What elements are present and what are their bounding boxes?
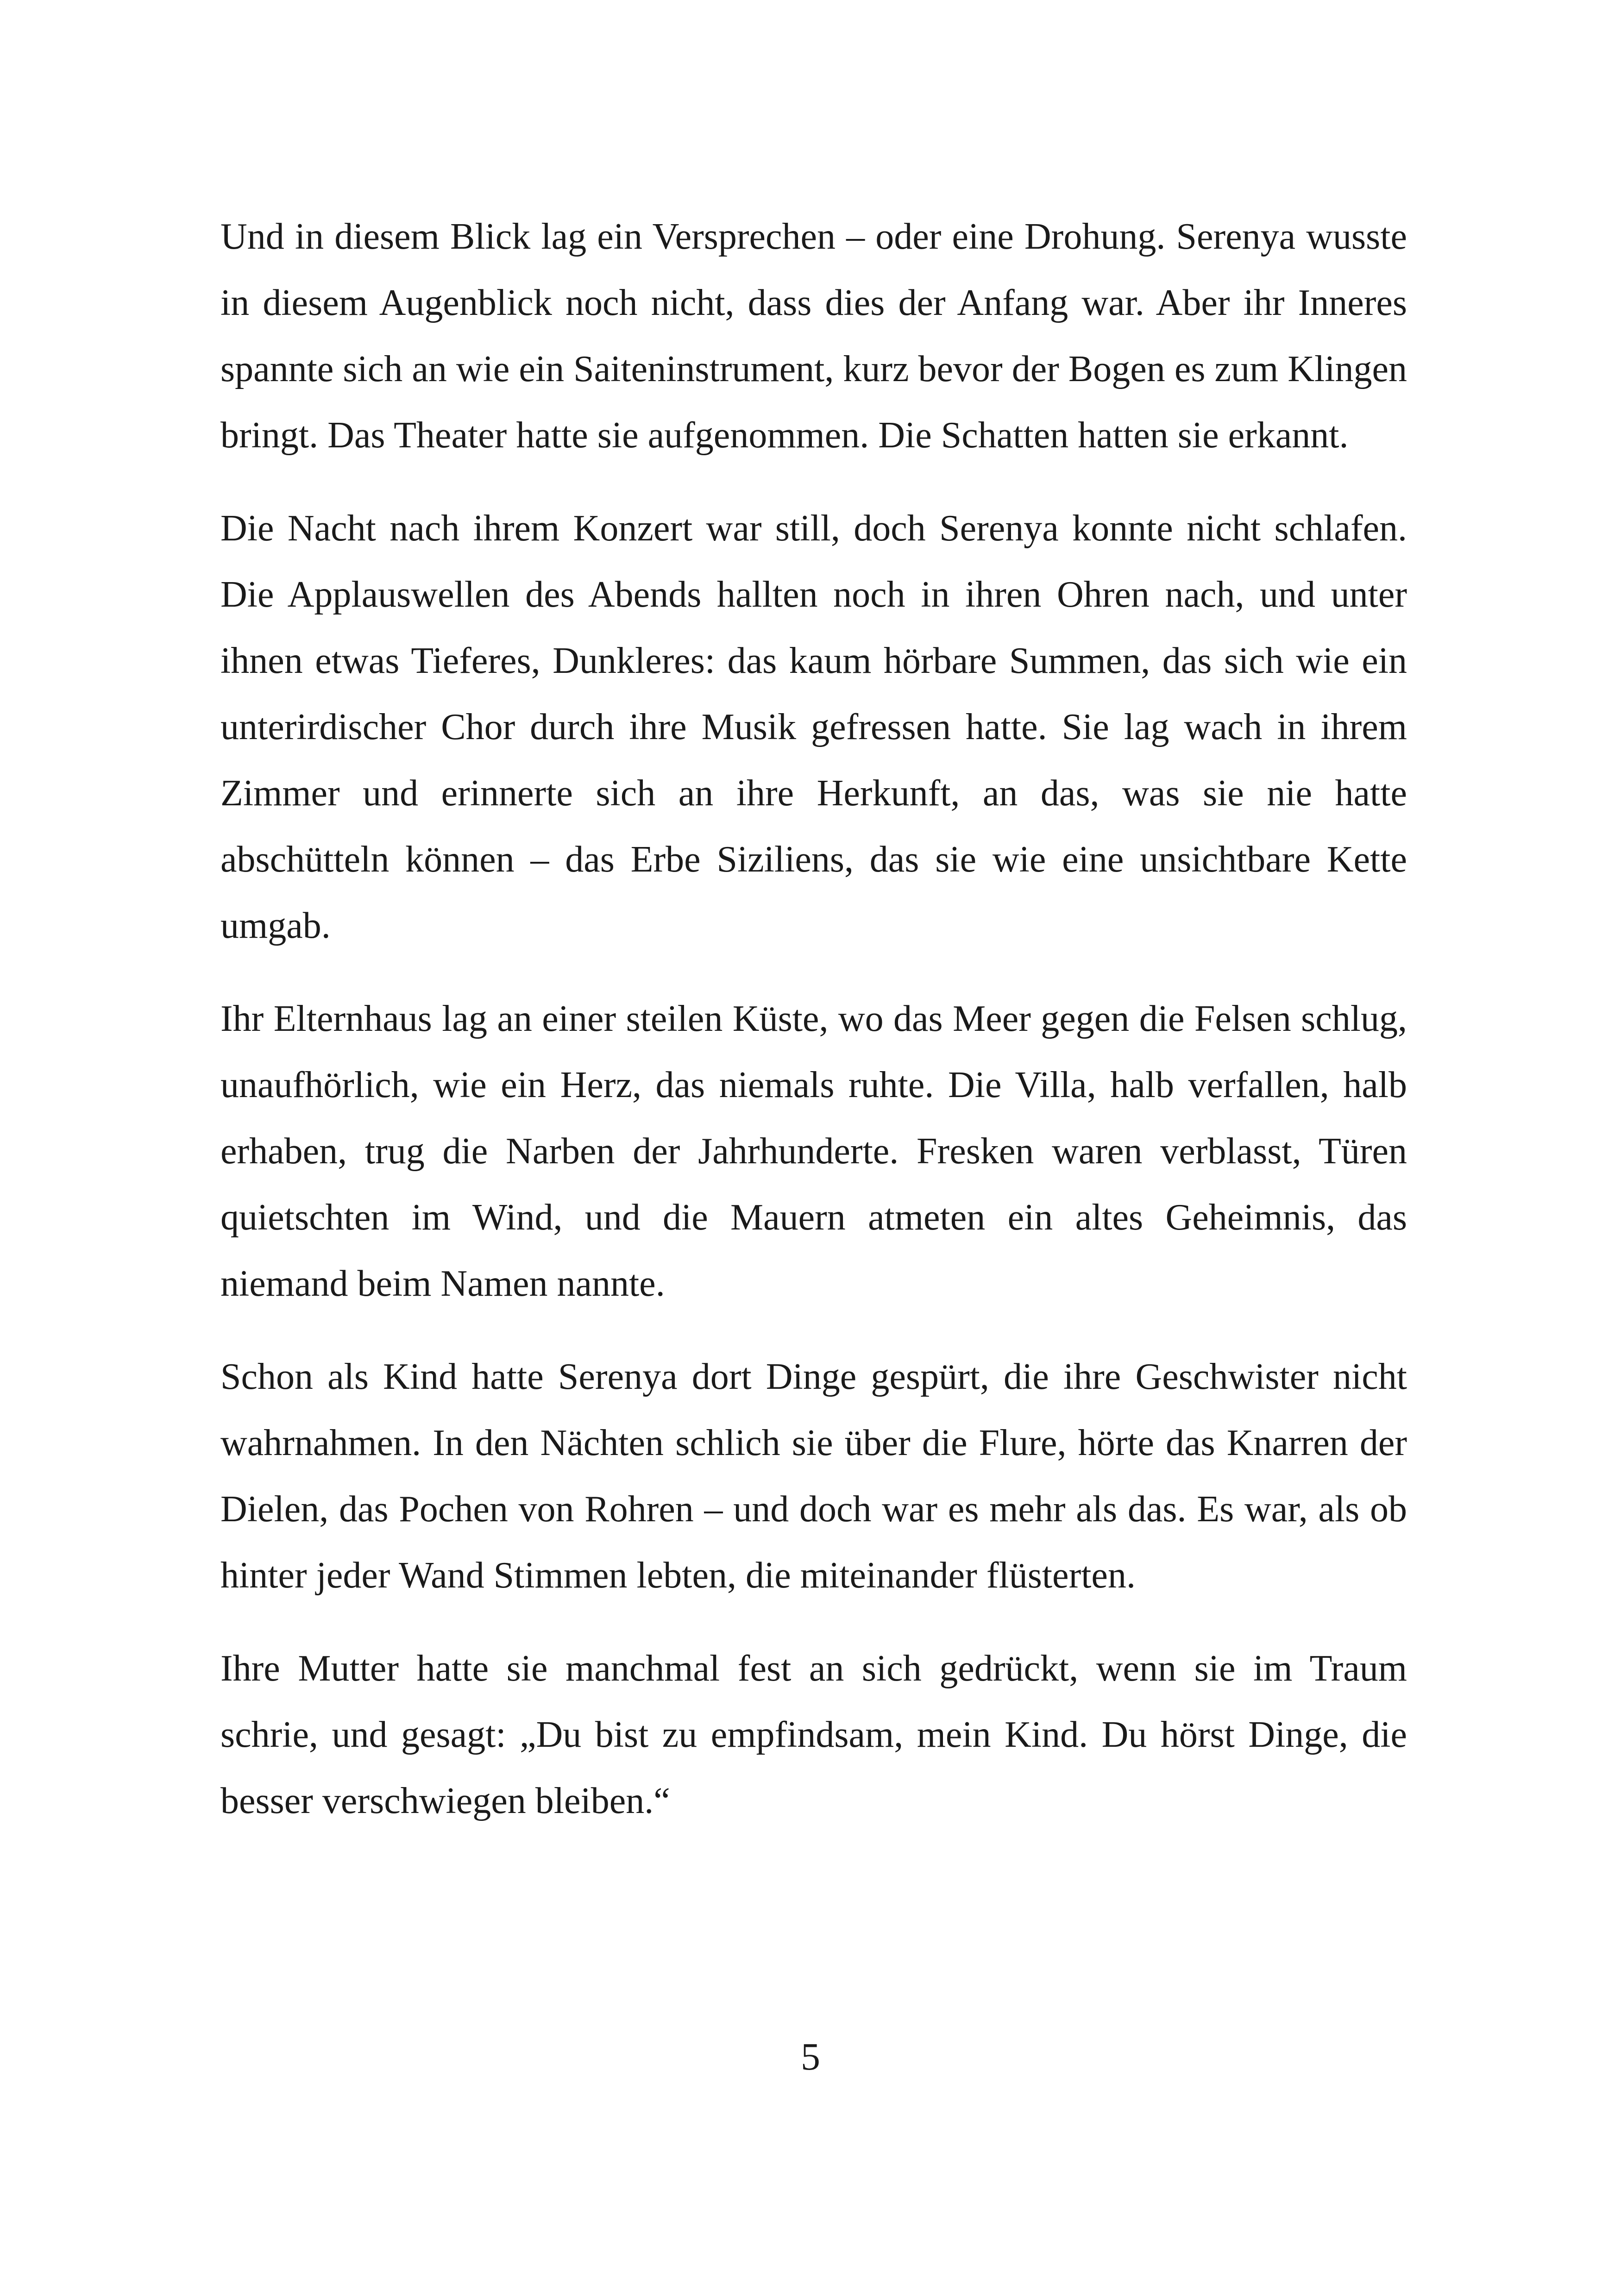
paragraph-5: Ihre Mutter hatte sie manchmal fest an sich gedrückt, wenn sie im Traum schrie, und gesagt: „Du bist zu empfindsam, mein Kind. Du hörst Dinge, die besser verschwiegen bleiben.“ [220,1648,1407,1821]
paragraph-2: Die Nacht nach ihrem Konzert war still, doch Serenya konnte nicht schlafen. Die Applauswellen des Abends hallten noch in ihren Ohren nach, und unter ihnen etwas Tieferes, Dunkleres: das kaum hörbare Summen, das sich wie ein unterirdischer Chor durch ihre Musik gefressen hatte. Sie lag wach in ihrem Zimmer und erinnerte sich an ihre Herkunft, an das, was sie nie hatte abschütteln können – das Erbe Siziliens, das sie wie eine unsichtbare Kette umgab. [220,508,1407,946]
paragraph-4: Schon als Kind hatte Serenya dort Dinge gespürt, die ihre Geschwister nicht wahrnahmen. In den Nächten schlich sie über die Flure, hörte das Knarren der Dielen, das Pochen von Rohren – und doch war es mehr als das. Es war, als ob hinter jeder Wand Stimmen lebten, die miteinander flüsterten. [220,1356,1407,1596]
paragraph-3: Ihr Elternhaus lag an einer steilen Küste, wo das Meer gegen die Felsen schlug, unaufhörlich, wie ein Herz, das niemals ruhte. Die Villa, halb verfallen, halb erhaben, trug die Narben der Jahrhunderte. Fresken waren verblasst, Türen quietschten im Wind, und die Mauern atmeten ein altes Geheimnis, das niemand beim Namen nannte. [220,998,1407,1304]
page-number: 5 [801,2035,820,2078]
paragraph-1: Und in diesem Blick lag ein Versprechen – oder eine Drohung. Serenya wusste in diesem Augenblick noch nicht, dass dies der Anfang war. Aber ihr Inneres spannte sich an wie ein Saiteninstrument, kurz bevor der Bogen es zum Klingen bringt. Das Theater hatte sie aufgenommen. Die Schatten hatten sie erkannt. [220,216,1407,456]
body-text [220,204,1407,1861]
